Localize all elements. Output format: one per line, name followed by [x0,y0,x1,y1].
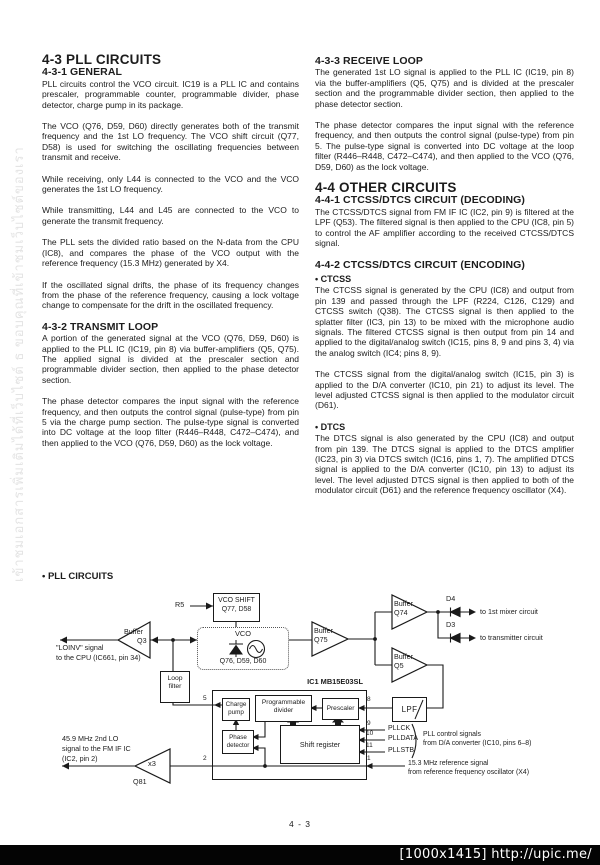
pll-control-source-label: from D/A converter (IC10, pins 6–8) [423,740,532,747]
diode-symbol-d4 [451,608,461,617]
section-heading-4-3-3: 4-3-3 RECEIVE LOOP [315,55,423,67]
q81-label: Q81 [133,777,147,786]
shift-register-label: Shift register [299,740,341,749]
paragraph: While receiving, only L44 is connected to the VCO and the VCO generates the 1st LO frequency. [42,173,299,195]
vco-shift-label: VCO SHIFT [218,597,255,604]
diode-symbol-d3 [451,634,461,643]
pll-control-label: PLL control signals [423,731,481,738]
d4-label: D4 [446,594,456,603]
paragraph: The VCO (Q76, D59, D60) directly generates both of the transmit frequency and the 1st LO frequency. The VCO shift circuit (Q77, D58) is used for switching the oscillating frequencies between transmit and receive. [42,121,299,163]
pin-8-label: 8 [367,696,371,703]
paragraph: The phase detector compares the input signal with the reference frequency, and then outputs the control signal (pulse-type) from pin 5. The pulse-type signal is converted into DC voltage at the loop filter (R446–R448, C472–C474), and then applied to the VCO (Q76, D59, D60) as the lock voltage. [315,120,574,172]
charge-pump-box [222,698,250,721]
section-heading-4-4-1: 4-4-1 CTCSS/DTCS CIRCUIT (DECODING) [315,194,526,207]
hosting-credit-bar: [1000x1415] http://upic.me/ [0,845,600,865]
vco-shift-parts: Q77, D58 [221,605,252,613]
buffer-q5-ref: Q5 [394,661,404,670]
section-heading-4-3: 4-3 PLL CIRCUITS [42,52,162,67]
prog-divider-label2: divider [273,707,294,715]
second-lo-ic-label: (IC2, pin 2) [62,754,98,763]
varactor-icon [229,640,243,657]
phase-detector-box [222,730,254,754]
paragraph: The CTCSS signal is generated by the CPU (IC8) and output from pin 139 and passed through the LPF (R224, C126, C129) and CTCSS switch (Q38). The CTCSS signal is then applied to the splatter filter (IC3, pin 13) to be mixed with the microphone audio signals. The filtered CTCSS signal is then output from pin 14 and applied to the digital/analog switch (IC15, pins 8, 9 and pins 3, 4) via the analog switch (IC4; pins 8, 9). [315,285,574,358]
r5-label: R5 [175,600,185,609]
vco-label: VCO [234,629,251,638]
loop-filter-box [160,671,190,703]
reference-source-label: from reference frequency oscillator (X4) [408,769,530,776]
lpf-box [392,697,427,722]
oscillator-icon [248,641,265,658]
buffer-q75-ref: Q75 [314,635,328,644]
loinv-signal-label: "LOINV" signal [56,643,104,652]
paragraph: PLL circuits control the VCO circuit. IC19 is a PLL IC and contains prescaler, programmable counter, programmable divider, phase detector, charge pump in its package. [42,78,299,110]
section-heading-4-4: 4-4 OTHER CIRCUITS [315,180,457,196]
prescaler-box [322,698,359,720]
paragraph: The generated 1st LO signal is applied to the PLL IC (IC19, pin 8) via the buffer-amplifiers (Q5, Q75) and is divided at the prescaler section and the programmable divider section, then applied to the phase detector section. [315,67,574,109]
paragraph: The PLL sets the divided ratio based on the N-data from the CPU (IC8), and compares the phase of the VCO output with the reference frequency (15.3 MHz) generated by X4. [42,237,299,269]
diagram-title: • PLL CIRCUITS [42,571,114,582]
second-lo-dest-label: signal to the FM IF IC [62,744,131,753]
shift-register-box [280,725,360,764]
loop-filter-label2: filter [168,683,182,691]
left-column [42,52,299,459]
right-column [315,56,574,507]
buffer-q74-label: Buffer [394,599,414,608]
pin-5-label: 5 [203,695,207,702]
x3-multiplier-label: x3 [148,759,156,768]
buffer-q5-label: Buffer [394,652,414,661]
pll-block-diagram [0,585,600,820]
vco-symbols [198,637,288,659]
vco-box [197,627,289,670]
paragraph: The CTCSS signal from the digital/analog switch (IC15, pin 3) is applied to the D/A converter (IC10, pin 21) to adjust its level. The level adjusted CTCSS signal is then applied to the modulator circuit (D61). [315,369,574,411]
buffer-q74-ref: Q74 [394,608,408,617]
phase-detector-label2: detector [226,741,250,749]
ic1-part-number: IC1 MB15E03SL [307,677,363,686]
paragraph: The phase detector compares the input signal with the reference frequency, and then outputs the control signal (pulse-type) from pin 5 via the charge pump section. The pulse-type signal is converted into DC voltage at the loop filter (R446–R448, C472–C474), and then applied to the VCO (Q76, D59, D60) as the lock voltage. [42,396,299,448]
lpf-label: LPF [401,705,418,714]
pin-9-label: 9 [367,720,371,727]
phase-detector-label: Phase [229,734,247,741]
prog-divider-label: Programmable [261,699,306,706]
prescaler-label: Prescaler [326,705,355,712]
paragraph: While transmitting, L44 and L45 are connected to the VCO to generate the transmit frequency. [42,205,299,226]
paragraph: A portion of the generated signal at the VCO (Q76, D59, D60) is applied to the PLL IC (IC19, pin 8) via buffer-amplifiers (Q5, Q75). The applied signal is divided at the prescaler section and programmable divider section, then applied to the phase detector section. [42,333,299,385]
thai-watermark-text: เข้าชมเอกสารเพิ่มเติมได้ที่เว็บไซต์ ธ ขอบคุณที่เข้าชมเว็บไซต์ของเรา [11,146,26,582]
section-heading-4-4-2: 4-4-2 CTCSS/DTCS CIRCUIT (ENCODING) [315,258,526,271]
pin-10-label: 10 [366,730,374,737]
pin-11-label: 11 [366,742,373,749]
charge-pump-label: Charge [225,701,247,708]
loop-filter-label: Loop [167,675,183,682]
programmable-divider-box [255,695,312,722]
reference-signal-label: 15.3 MHz reference signal [408,760,489,767]
loinv-destination-label: to the CPU (IC661, pin 34) [56,652,141,662]
pllck-signal-label: PLLCK [388,725,411,732]
to-transmitter-label: to transmitter circuit [480,633,543,642]
section-heading-4-3-2: 4-3-2 TRANSMIT LOOP [42,320,159,333]
subsection-ctcss: • CTCSS [315,273,352,284]
paragraph: If the oscillated signal drifts, the phase of its frequency changes from the phase of the reference frequency, causing a lock voltage change to compensate for the drift in the oscillated frequency. [42,279,299,311]
buffer-q3-label: Buffer [124,627,144,636]
subsection-dtcs: • DTCS [315,421,346,432]
d3-label: D3 [446,620,456,629]
vco-parts-label: Q76, D59, D60 [219,658,267,666]
paragraph: The DTCS signal is also generated by the CPU (IC8) and output from pin 139. The DTCS signal is applied to the DTCS amplifier (IC23, pin 3) via DTCS switch (IC16, pins 1, 7). The amplified DTCS signal is applied to the D/A converter (IC10, pin 13) to adjust its level. The level adjusted DTCS signal is then applied to both of the modulator circuit (D61) and the reference frequency oscillator (X4). [315,433,574,496]
second-lo-label: 45.9 MHz 2nd LO [62,734,119,743]
paragraph: The CTCSS/DTCS signal from FM IF IC (IC2, pin 9) is filtered at the LPF (Q53). The filtered signal is then applied to the CPU (IC8, pin 5) to control the AF amplifier according to the received CTCSS/DTCS signal. [315,206,574,249]
vco-shift-box [213,593,260,622]
plldata-signal-label: PLLDATA [388,735,419,742]
page-number: 4 - 3 [288,819,311,829]
charge-pump-label2: pump [228,708,244,716]
to-mixer-label: to 1st mixer circuit [480,607,538,616]
pllstb-signal-label: PLLSTB [388,747,415,754]
buffer-q75-label: Buffer [314,626,334,635]
filter-slash-icon [393,698,426,721]
pin-1-label: 1 [367,755,371,762]
buffer-q3-ref: Q3 [137,636,147,645]
section-heading-4-3-1: 4-3-1 GENERAL [42,66,123,79]
pin-2-label: 2 [203,755,207,762]
